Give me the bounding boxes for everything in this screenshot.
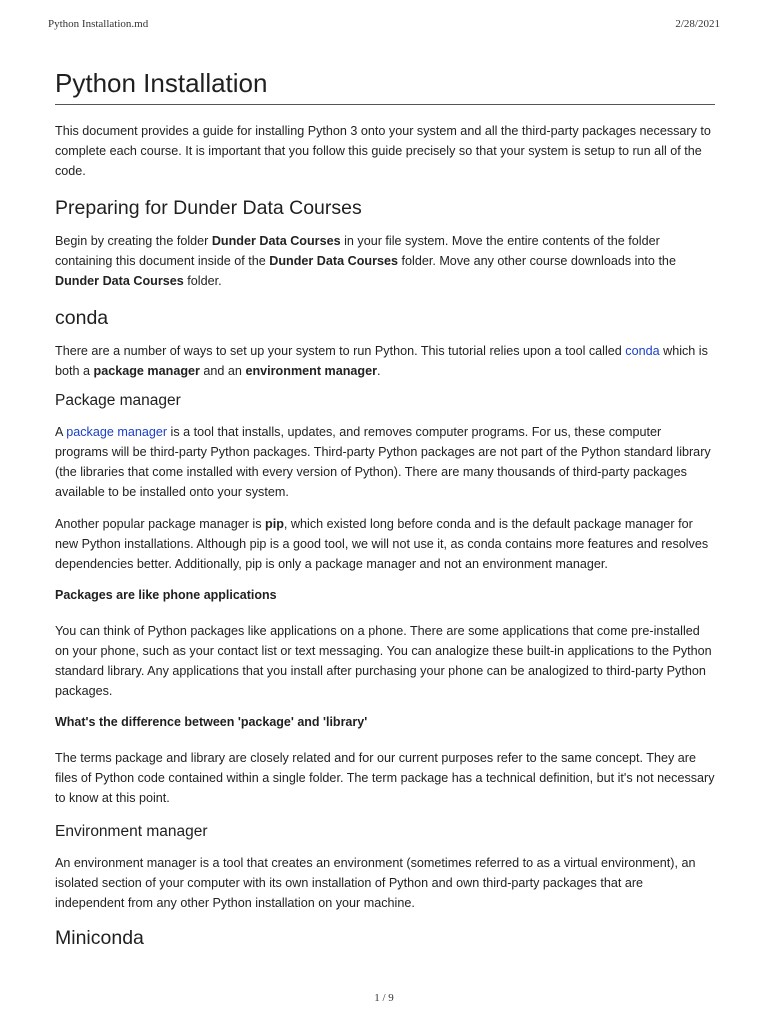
package-vs-library-paragraph: The terms package and library are closely related and for our current purposes refer to the same concept. They are files of Python code contained within a single folder. The term package has a technical definition, but it's not necessary to know at this point. [55,751,715,805]
page-number: 1 / 9 [374,992,394,1004]
print-header [48,18,720,32]
heading-package-vs-library: What's the difference between 'package' and 'library' [55,715,368,729]
heading-conda: conda [55,307,109,329]
package-manager-link[interactable]: package manager [66,425,168,439]
conda-link[interactable]: conda [625,344,660,358]
preparing-paragraph: Begin by creating the folder Dunder Data Courses in your file system. Move the entire contents of the folder containing this document inside of the Dunder Data Courses folder. Move any other course downloads into the Dunder Data Courses folder. [55,234,676,288]
heading-package-manager: Package manager [55,392,181,409]
pip-emphasis: pip [265,517,284,531]
print-header-date: 2/28/2021 [675,18,720,30]
folder-name-emphasis: Dunder Data Courses [269,254,399,268]
heading-environment-manager: Environment manager [55,823,208,840]
document-body [55,64,715,951]
phone-applications-paragraph: You can think of Python packages like applications on a phone. There are some applications that come pre-installed on your phone, such as your contact list or text messaging. You can analogize these built-in applications to the Python standard library. Any applications that you install after purchasing your phone can be analogized to third-party Python packages. [55,624,712,698]
conda-paragraph: There are a number of ways to set up your system to run Python. This tutorial relies upon a tool called conda which is both a package manager and an environment manager. [55,344,708,378]
print-header-filename: Python Installation.md [48,18,149,30]
environment-manager-paragraph: An environment manager is a tool that creates an environment (sometimes referred to as a virtual environment), an isolated section of your computer with its own installation of Python and own third-party packages that are independent from any other Python installation on your machine. [55,856,696,910]
heading-miniconda: Miniconda [55,927,144,949]
package-manager-paragraph: A package manager is a tool that installs, updates, and removes computer programs. For us, these computer programs will be third-party Python packages. Third-party Python packages are not part of the Python standard library (the libraries that come installed with every version of Python). There are many thousands of third-party packages available to be installed onto your system. [55,425,711,499]
heading-phone-applications: Packages are like phone applications [55,588,277,602]
folder-name-emphasis: Dunder Data Courses [55,274,184,288]
package-manager-emphasis: package manager [93,364,200,378]
heading-preparing: Preparing for Dunder Data Courses [55,197,362,219]
document-title: Python Installation [55,64,715,105]
environment-manager-emphasis: environment manager [245,364,378,378]
pip-paragraph: Another popular package manager is pip, which existed long before conda and is the default package manager for new Python installations. Although pip is a good tool, we will not use it, as conda contains more features and resolves dependencies better. Additionally, pip is only a package manager and not an environment manager. [55,517,709,571]
folder-name-emphasis: Dunder Data Courses [211,234,341,248]
intro-paragraph: This document provides a guide for installing Python 3 onto your system and all the third-party packages necessary to complete each course. It is important that you follow this guide precisely so that your system is setup to run all of the code. [55,124,711,178]
